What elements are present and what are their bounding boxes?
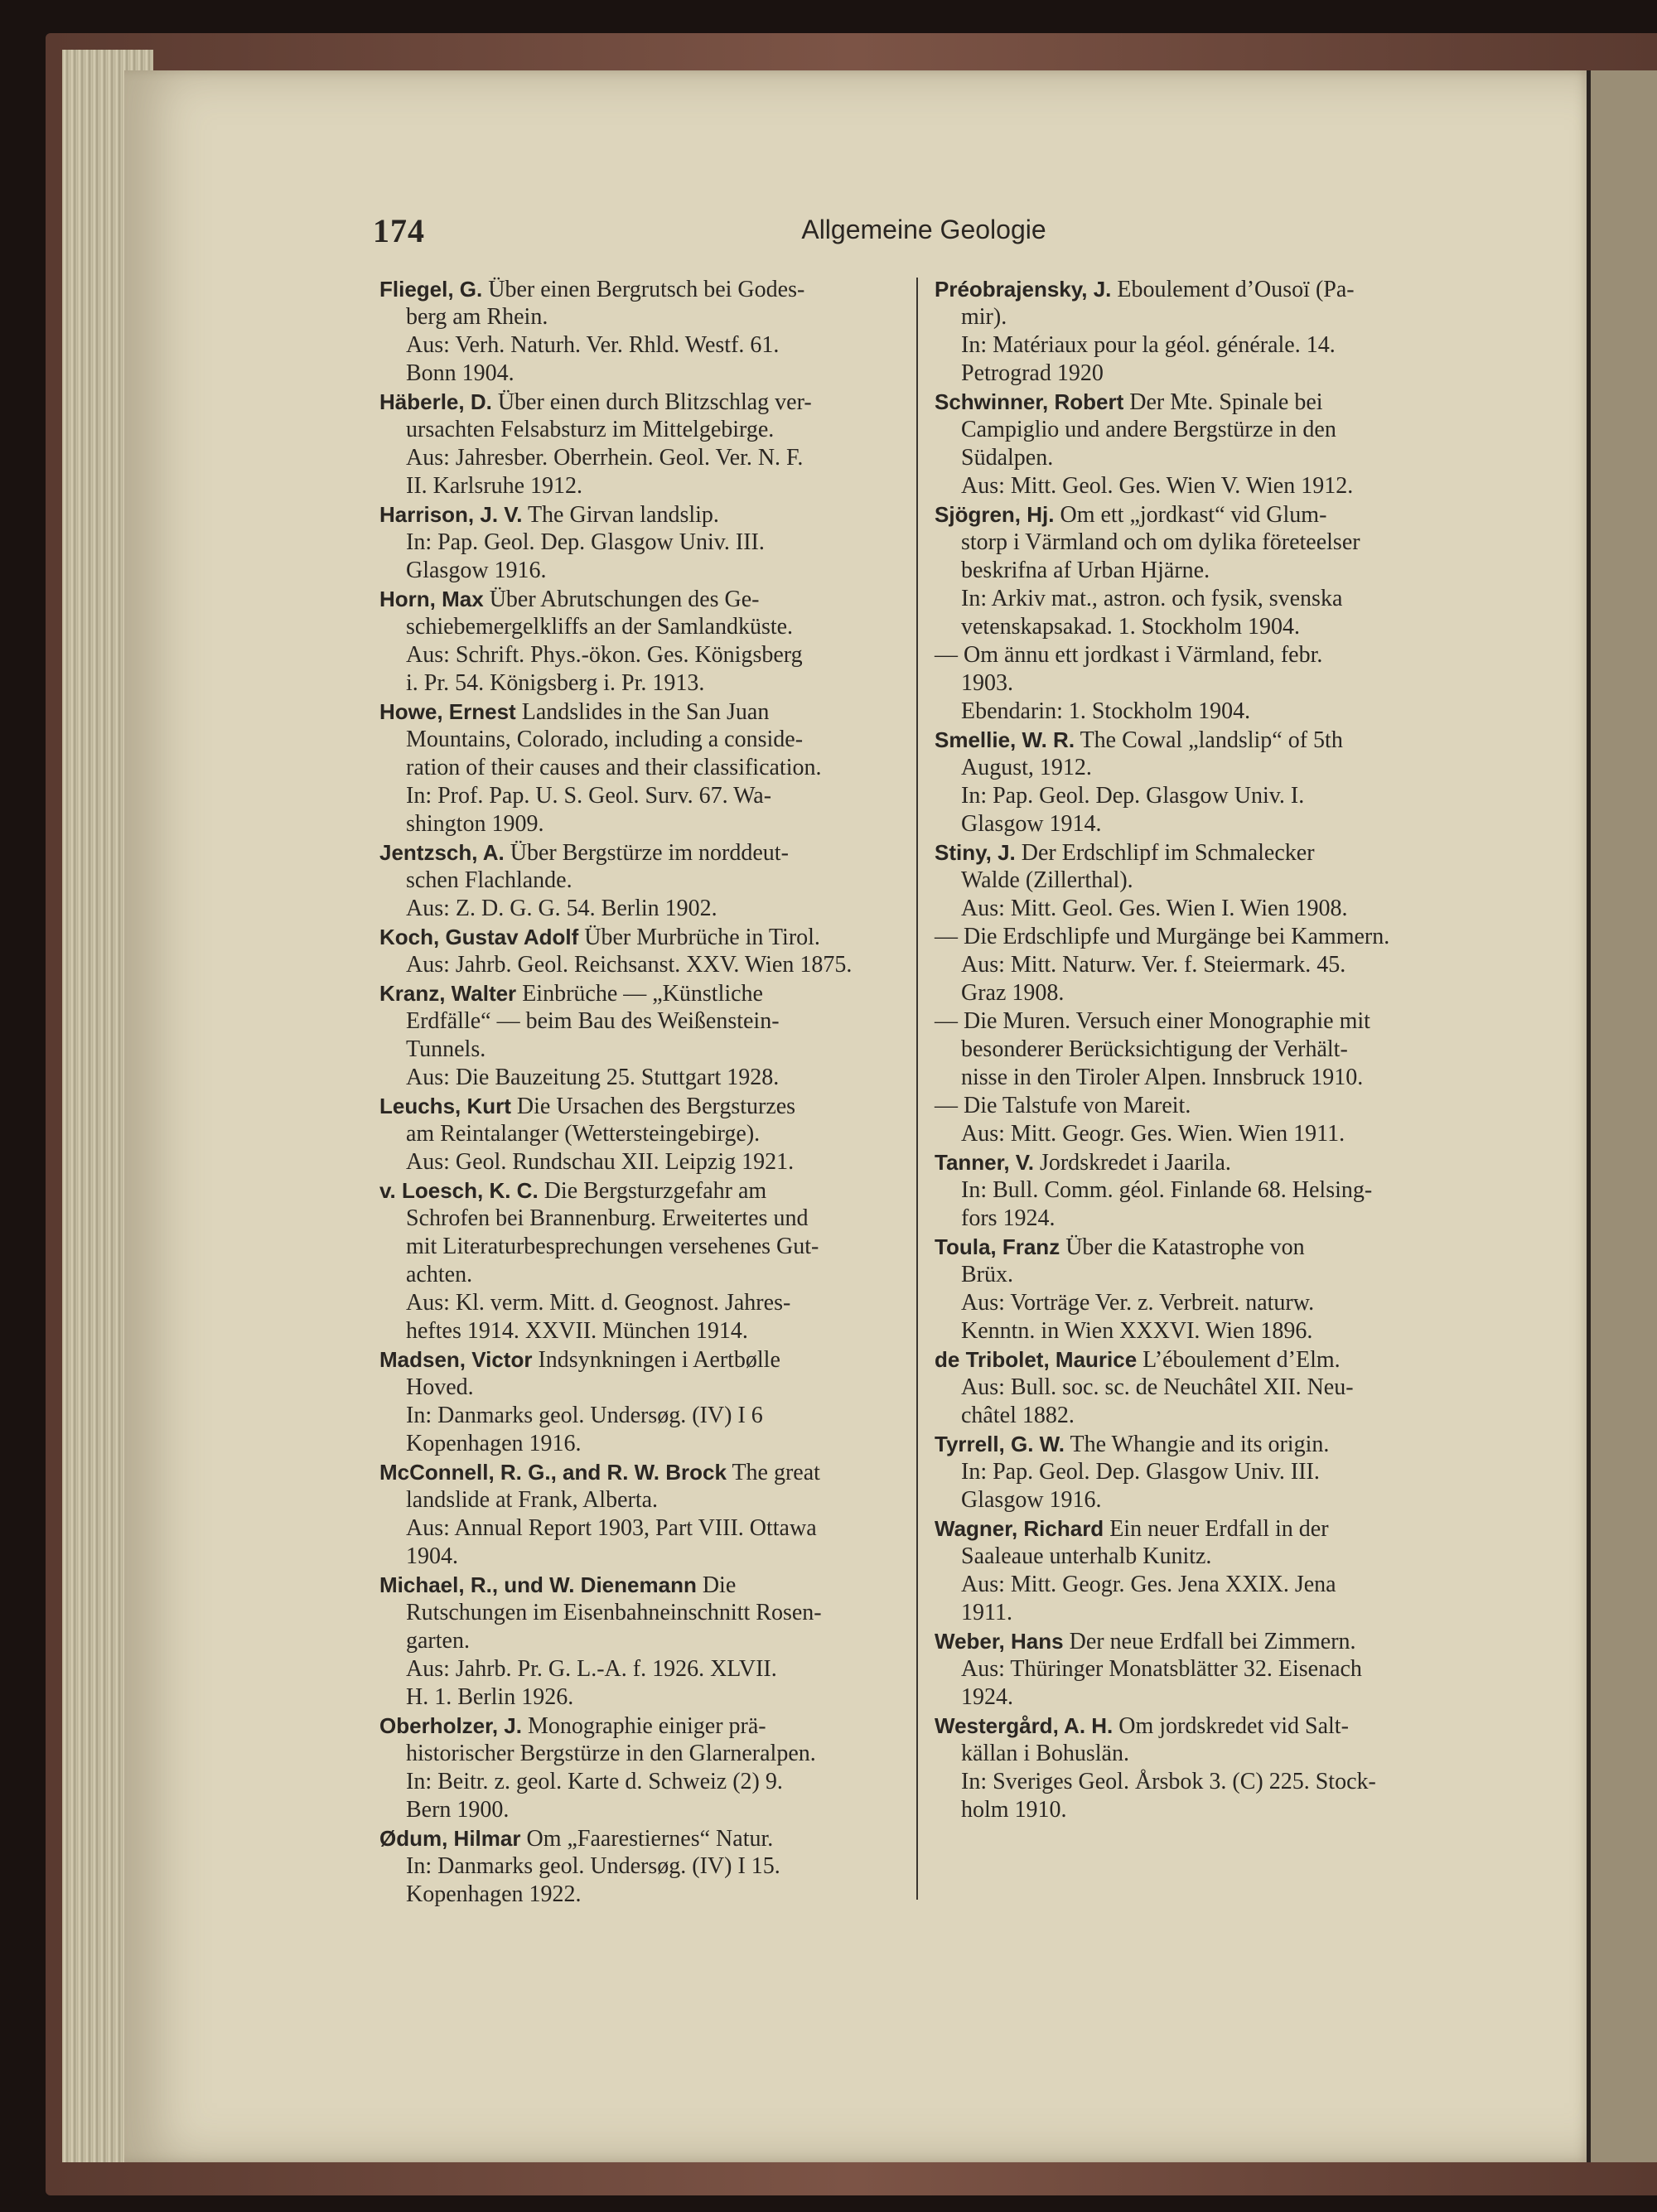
entry-text: — Om ännu ett jordkast i Värmland, febr. bbox=[935, 642, 1323, 668]
bibliography-entry bbox=[379, 388, 899, 500]
entry-continuation-line bbox=[379, 1036, 899, 1064]
entry-first-line bbox=[935, 1514, 1455, 1543]
entry-continuation-line bbox=[379, 1796, 899, 1824]
entry-first-line bbox=[379, 1712, 899, 1740]
entry-text: In: Danmarks geol. Undersøg. (IV) I 6 bbox=[406, 1403, 763, 1428]
entry-text: Monographie einiger prä- bbox=[527, 1713, 766, 1739]
entry-continuation-line bbox=[379, 867, 899, 895]
entry-continuation-line bbox=[379, 303, 899, 331]
entry-text: Ein neuer Erdfall in der bbox=[1109, 1516, 1329, 1542]
entry-first-line bbox=[935, 1430, 1455, 1458]
entry-first-line bbox=[379, 1345, 899, 1374]
entry-continuation-line bbox=[379, 416, 899, 444]
bibliography-entry bbox=[935, 1430, 1455, 1514]
entry-text: Die Ursachen des Bergsturzes bbox=[516, 1094, 796, 1119]
entry-author: Kranz, Walter bbox=[379, 981, 517, 1006]
entry-continuation-line bbox=[379, 782, 899, 810]
entry-text: Rutschungen im Eisenbahneinschnitt Rosen- bbox=[406, 1600, 822, 1625]
entry-first-line bbox=[935, 726, 1455, 754]
entry-continuation-line bbox=[935, 1120, 1455, 1148]
entry-continuation-line bbox=[379, 529, 899, 557]
entry-text: Über einen Bergrutsch bei Godes- bbox=[488, 277, 805, 302]
entry-continuation-line bbox=[379, 1007, 899, 1036]
entry-text: besonderer Berücksichtigung der Verhält- bbox=[961, 1036, 1348, 1062]
entry-text: nisse in den Tiroler Alpen. Innsbruck 1910. bbox=[961, 1065, 1364, 1090]
entry-author: McConnell, R. G., and R. W. Brock bbox=[379, 1460, 727, 1485]
entry-text: Saaleaue unterhalb Kunitz. bbox=[961, 1543, 1212, 1569]
entry-text: shington 1909. bbox=[406, 811, 544, 837]
entry-text: In: Arkiv mat., astron. och fysik, svenska bbox=[961, 586, 1343, 611]
entry-continuation-line bbox=[935, 1796, 1455, 1824]
entry-text: storp i Värmland och om dylika företeelser bbox=[961, 529, 1360, 555]
entry-text: Walde (Zillerthal). bbox=[961, 867, 1133, 893]
bibliography-entry bbox=[379, 1345, 899, 1458]
entry-text: The Whangie and its origin. bbox=[1070, 1432, 1330, 1457]
entry-text: In: Danmarks geol. Undersøg. (IV) I 15. bbox=[406, 1853, 780, 1879]
entry-author: Préobrajensky, J. bbox=[935, 277, 1112, 302]
entry-text: Bonn 1904. bbox=[406, 360, 514, 386]
bibliography-entry bbox=[935, 1007, 1455, 1092]
bibliography-entry bbox=[935, 1148, 1455, 1233]
entry-first-line bbox=[379, 585, 899, 613]
entry-continuation-line bbox=[379, 557, 899, 585]
bibliography-entry bbox=[935, 923, 1455, 1007]
entry-continuation-line bbox=[379, 1148, 899, 1176]
entry-first-line bbox=[935, 838, 1455, 867]
entry-text: Erdfälle“ — beim Bau des Weißenstein- bbox=[406, 1008, 780, 1034]
entry-text: Petrograd 1920 bbox=[961, 360, 1104, 386]
entry-author: Howe, Ernest bbox=[379, 699, 516, 724]
entry-text: landslide at Frank, Alberta. bbox=[406, 1487, 659, 1513]
entry-continuation-line bbox=[379, 1205, 899, 1233]
entry-continuation-line bbox=[935, 444, 1455, 472]
bibliography-entry bbox=[935, 838, 1455, 923]
entry-continuation-line bbox=[379, 360, 899, 388]
entry-text: Die Bergsturzgefahr am bbox=[543, 1178, 767, 1204]
bibliography-entry bbox=[935, 641, 1455, 726]
entry-text: am Reintalanger (Wettersteingebirge). bbox=[406, 1121, 761, 1147]
entry-continuation-line bbox=[379, 1261, 899, 1289]
entry-text: Glasgow 1916. bbox=[406, 558, 547, 583]
entry-first-line bbox=[379, 1571, 899, 1599]
entry-text: Aus: Die Bauzeitung 25. Stuttgart 1928. bbox=[406, 1065, 780, 1090]
entry-first-line bbox=[935, 1233, 1455, 1261]
entry-continuation-line bbox=[935, 331, 1455, 360]
entry-text: Aus: Thüringer Monatsblätter 32. Eisenach bbox=[961, 1656, 1362, 1682]
entry-text: Aus: Z. D. G. G. 54. Berlin 1902. bbox=[406, 896, 717, 921]
entry-author: Michael, R., und W. Dienemann bbox=[379, 1572, 697, 1597]
entry-text: In: Pap. Geol. Dep. Glasgow Univ. I. bbox=[961, 783, 1305, 809]
entry-first-line bbox=[379, 500, 899, 529]
entry-text: Schrofen bei Brannenburg. Erweitertes und bbox=[406, 1205, 809, 1231]
bibliography-entry bbox=[935, 500, 1455, 641]
entry-author: Sjögren, Hj. bbox=[935, 502, 1055, 527]
entry-author: de Tribolet, Maurice bbox=[935, 1347, 1138, 1372]
entry-continuation-line bbox=[379, 1374, 899, 1402]
bibliography-entry bbox=[379, 1824, 899, 1909]
entry-continuation-line bbox=[935, 782, 1455, 810]
entry-continuation-line bbox=[935, 1458, 1455, 1486]
page-header bbox=[373, 211, 1475, 261]
entry-text: 1903. bbox=[961, 670, 1013, 696]
entry-continuation-line bbox=[935, 1176, 1455, 1205]
bibliography-entry bbox=[379, 585, 899, 698]
entry-continuation-line bbox=[379, 613, 899, 641]
entry-author: Koch, Gustav Adolf bbox=[379, 925, 579, 949]
entry-text: Aus: Vorträge Ver. z. Verbreit. naturw. bbox=[961, 1290, 1315, 1316]
left-column bbox=[379, 275, 899, 1909]
entry-text: The Girvan landslip. bbox=[527, 502, 719, 528]
entry-text: châtel 1882. bbox=[961, 1403, 1075, 1428]
entry-first-line bbox=[379, 1092, 899, 1120]
entry-continuation-line bbox=[379, 951, 899, 979]
entry-text: Ebendarin: 1. Stockholm 1904. bbox=[961, 698, 1251, 724]
entry-text: ursachten Felsabsturz im Mittelgebirge. bbox=[406, 417, 775, 442]
entry-text: Om „Faarestiernes“ Natur. bbox=[526, 1826, 774, 1852]
entry-text: Aus: Schrift. Phys.-ökon. Ges. Königsberg bbox=[406, 642, 803, 668]
entry-continuation-line bbox=[935, 1683, 1455, 1712]
entry-text: Aus: Kl. verm. Mitt. d. Geognost. Jahres- bbox=[406, 1290, 791, 1316]
entry-text: Der Erdschlipf im Schmalecker bbox=[1021, 840, 1315, 866]
entry-text: Jordskredet i Jaarila. bbox=[1039, 1150, 1231, 1176]
entry-text: Aus: Jahresber. Oberrhein. Geol. Ver. N. F. bbox=[406, 445, 804, 471]
entry-first-line bbox=[935, 1092, 1455, 1120]
entry-text: Landslides in the San Juan bbox=[521, 699, 770, 725]
entry-text: Aus: Bull. soc. sc. de Neuchâtel XII. Neu- bbox=[961, 1374, 1354, 1400]
entry-continuation-line bbox=[935, 360, 1455, 388]
entry-text: Über Abrutschungen des Ge- bbox=[489, 587, 760, 612]
entry-text: 1911. bbox=[961, 1600, 1012, 1625]
entry-text: Aus: Geol. Rundschau XII. Leipzig 1921. bbox=[406, 1149, 795, 1175]
bibliography-entry bbox=[935, 1345, 1455, 1430]
entry-text: Aus: Mitt. Geol. Ges. Wien V. Wien 1912. bbox=[961, 473, 1354, 499]
entry-continuation-line bbox=[379, 1233, 899, 1261]
entry-continuation-line bbox=[935, 303, 1455, 331]
entry-first-line bbox=[379, 698, 899, 726]
bibliography-entry bbox=[379, 838, 899, 923]
entry-author: Schwinner, Robert bbox=[935, 389, 1124, 414]
entry-author: Häberle, D. bbox=[379, 389, 492, 414]
entry-continuation-line bbox=[379, 810, 899, 838]
entry-text: L’éboulement d’Elm. bbox=[1143, 1347, 1341, 1373]
entry-first-line bbox=[935, 1345, 1455, 1374]
entry-author: Tyrrell, G. W. bbox=[935, 1432, 1065, 1456]
entry-continuation-line bbox=[379, 1120, 899, 1148]
bibliography-entry bbox=[379, 500, 899, 585]
bibliography-entry bbox=[379, 698, 899, 838]
entry-text: vetenskapsakad. 1. Stockholm 1904. bbox=[961, 614, 1301, 640]
entry-text: Tunnels. bbox=[406, 1036, 486, 1062]
entry-first-line bbox=[935, 1712, 1455, 1740]
entry-continuation-line bbox=[935, 1036, 1455, 1064]
entry-text: Südalpen. bbox=[961, 445, 1054, 471]
entry-continuation-line bbox=[935, 1261, 1455, 1289]
entry-first-line bbox=[379, 838, 899, 867]
entry-text: mir). bbox=[961, 304, 1007, 330]
entry-continuation-line bbox=[935, 810, 1455, 838]
entry-first-line bbox=[935, 1627, 1455, 1655]
entry-first-line bbox=[379, 275, 899, 303]
entry-continuation-line bbox=[935, 1768, 1455, 1796]
entry-first-line bbox=[935, 275, 1455, 303]
entry-continuation-line bbox=[935, 585, 1455, 613]
facing-page-edge bbox=[1591, 70, 1657, 2162]
entry-first-line bbox=[379, 388, 899, 416]
entry-text: Graz 1908. bbox=[961, 980, 1065, 1006]
entry-author: Oberholzer, J. bbox=[379, 1713, 522, 1738]
entry-continuation-line bbox=[935, 754, 1455, 782]
entry-continuation-line bbox=[935, 669, 1455, 698]
entry-continuation-line bbox=[379, 1543, 899, 1571]
entry-text: heftes 1914. XXVII. München 1914. bbox=[406, 1318, 748, 1344]
entry-continuation-line bbox=[379, 1768, 899, 1796]
entry-text: schiebemergelkliffs an der Samlandküste. bbox=[406, 614, 794, 640]
entry-text: Aus: Annual Report 1903, Part VIII. Ottawa bbox=[406, 1515, 817, 1541]
entry-text: 1904. bbox=[406, 1543, 458, 1569]
entry-text: Om ett „jordkast“ vid Glum- bbox=[1060, 502, 1327, 528]
entry-text: In: Beitr. z. geol. Karte d. Schweiz (2) 9. bbox=[406, 1769, 783, 1794]
entry-text: mit Literaturbesprechungen versehenes Gut- bbox=[406, 1234, 819, 1259]
bibliography-entry bbox=[379, 275, 899, 388]
entry-continuation-line bbox=[935, 1571, 1455, 1599]
entry-text: In: Pap. Geol. Dep. Glasgow Univ. III. bbox=[406, 529, 765, 555]
entry-text: — Die Talstufe von Mareit. bbox=[935, 1093, 1191, 1118]
entry-text: Einbrüche — „Künstliche bbox=[522, 981, 763, 1007]
entry-continuation-line bbox=[935, 1317, 1455, 1345]
entry-continuation-line bbox=[379, 1430, 899, 1458]
entry-continuation-line bbox=[379, 754, 899, 782]
entry-text: Über einen durch Blitzschlag ver- bbox=[497, 389, 812, 415]
entry-continuation-line bbox=[935, 895, 1455, 923]
bibliography-entry bbox=[935, 1514, 1455, 1627]
entry-text: achten. bbox=[406, 1262, 473, 1287]
entry-text: Kopenhagen 1916. bbox=[406, 1431, 582, 1456]
entry-continuation-line bbox=[935, 1289, 1455, 1317]
page-number: 174 bbox=[373, 212, 425, 249]
entry-first-line bbox=[935, 923, 1455, 951]
entry-text: Hoved. bbox=[406, 1374, 474, 1400]
entry-continuation-line bbox=[379, 1289, 899, 1317]
entry-continuation-line bbox=[379, 1683, 899, 1712]
entry-continuation-line bbox=[935, 1205, 1455, 1233]
entry-first-line bbox=[935, 500, 1455, 529]
entry-text: Glasgow 1914. bbox=[961, 811, 1102, 837]
entry-text: H. 1. Berlin 1926. bbox=[406, 1684, 574, 1710]
entry-author: v. Loesch, K. C. bbox=[379, 1178, 539, 1203]
entry-text: Aus: Mitt. Naturw. Ver. f. Steiermark. 45. bbox=[961, 952, 1346, 978]
entry-continuation-line bbox=[379, 1514, 899, 1543]
entry-first-line bbox=[935, 1148, 1455, 1176]
entry-text: i. Pr. 54. Königsberg i. Pr. 1913. bbox=[406, 670, 705, 696]
entry-text: In: Matériaux pour la géol. générale. 14. bbox=[961, 332, 1336, 358]
entry-continuation-line bbox=[935, 1599, 1455, 1627]
entry-text: Aus: Verh. Naturh. Ver. Rhld. Westf. 61. bbox=[406, 332, 780, 358]
entry-continuation-line bbox=[379, 1486, 899, 1514]
entry-continuation-line bbox=[935, 1374, 1455, 1402]
entry-text: berg am Rhein. bbox=[406, 304, 548, 330]
entry-continuation-line bbox=[379, 669, 899, 698]
entry-text: Bern 1900. bbox=[406, 1797, 510, 1823]
entry-first-line bbox=[379, 1824, 899, 1852]
entry-text: Aus: Mitt. Geol. Ges. Wien I. Wien 1908. bbox=[961, 896, 1348, 921]
entry-text: — Die Erdschlipfe und Murgänge bei Kammern. bbox=[935, 924, 1390, 949]
entry-text: Aus: Mitt. Geogr. Ges. Wien. Wien 1911. bbox=[961, 1121, 1345, 1147]
bibliography-entry bbox=[379, 1571, 899, 1712]
entry-text: Om jordskredet vid Salt- bbox=[1118, 1713, 1349, 1739]
entry-author: Weber, Hans bbox=[935, 1629, 1064, 1654]
entry-continuation-line bbox=[379, 1317, 899, 1345]
entry-continuation-line bbox=[935, 416, 1455, 444]
entry-continuation-line bbox=[935, 613, 1455, 641]
entry-text: Campiglio und andere Bergstürze in den bbox=[961, 417, 1336, 442]
right-column bbox=[935, 275, 1455, 1824]
entry-text: In: Sveriges Geol. Årsbok 3. (C) 225. Stock- bbox=[961, 1769, 1376, 1794]
bibliography-entry bbox=[935, 275, 1455, 388]
entry-text: Der neue Erdfall bei Zimmern. bbox=[1069, 1629, 1356, 1654]
entry-author: Fliegel, G. bbox=[379, 277, 483, 302]
entry-text: garten. bbox=[406, 1628, 470, 1654]
entry-first-line bbox=[379, 923, 899, 951]
entry-text: The Cowal „landslip“ of 5th bbox=[1080, 727, 1343, 753]
entry-text: Über die Katastrophe von bbox=[1065, 1234, 1305, 1260]
entry-continuation-line bbox=[935, 529, 1455, 557]
entry-continuation-line bbox=[379, 641, 899, 669]
entry-text: In: Prof. Pap. U. S. Geol. Surv. 67. Wa- bbox=[406, 783, 772, 809]
entry-author: Westergård, A. H. bbox=[935, 1713, 1114, 1738]
entry-continuation-line bbox=[935, 951, 1455, 979]
entry-text: Die bbox=[702, 1572, 737, 1598]
entry-text: Brüx. bbox=[961, 1262, 1013, 1287]
bibliography-entry bbox=[935, 726, 1455, 838]
bibliography-entry bbox=[935, 1627, 1455, 1712]
entry-text: Über Bergstürze im norddeut- bbox=[510, 840, 789, 866]
entry-text: Eboulement d’Ousoï (Pa- bbox=[1117, 277, 1355, 302]
entry-first-line bbox=[379, 979, 899, 1007]
entry-text: — Die Muren. Versuch einer Monographie mit bbox=[935, 1008, 1370, 1034]
entry-text: Kopenhagen 1922. bbox=[406, 1881, 582, 1907]
entry-author: Ødum, Hilmar bbox=[379, 1826, 521, 1851]
bibliography-entry bbox=[379, 923, 899, 979]
entry-continuation-line bbox=[379, 472, 899, 500]
entry-author: Toula, Franz bbox=[935, 1234, 1060, 1259]
entry-author: Madsen, Victor bbox=[379, 1347, 533, 1372]
entry-text: beskrifna af Urban Hjärne. bbox=[961, 558, 1210, 583]
entry-continuation-line bbox=[935, 1486, 1455, 1514]
entry-text: In: Pap. Geol. Dep. Glasgow Univ. III. bbox=[961, 1459, 1320, 1485]
entry-text: Mountains, Colorado, including a conside- bbox=[406, 727, 804, 752]
entry-text: historischer Bergstürze in den Glarneralpen. bbox=[406, 1741, 816, 1766]
entry-text: The great bbox=[732, 1460, 820, 1485]
entry-continuation-line bbox=[935, 1543, 1455, 1571]
entry-text: II. Karlsruhe 1912. bbox=[406, 473, 583, 499]
bibliography-entry bbox=[935, 1233, 1455, 1345]
entry-first-line bbox=[935, 1007, 1455, 1036]
entry-continuation-line bbox=[379, 1881, 899, 1909]
entry-continuation-line bbox=[935, 698, 1455, 726]
entry-continuation-line bbox=[379, 1402, 899, 1430]
entry-text: fors 1924. bbox=[961, 1205, 1056, 1231]
entry-text: Indsynkningen i Aertbølle bbox=[538, 1347, 780, 1373]
running-title: Allgemeine Geologie bbox=[801, 215, 1046, 244]
entry-continuation-line bbox=[379, 331, 899, 360]
entry-continuation-line bbox=[379, 1064, 899, 1092]
entry-text: Aus: Jahrb. Pr. G. L.-A. f. 1926. XLVII. bbox=[406, 1656, 777, 1682]
entry-first-line bbox=[935, 641, 1455, 669]
entry-author: Harrison, J. V. bbox=[379, 502, 523, 527]
entry-text: August, 1912. bbox=[961, 755, 1092, 780]
entry-continuation-line bbox=[935, 1402, 1455, 1430]
entry-text: holm 1910. bbox=[961, 1797, 1067, 1823]
entry-continuation-line bbox=[379, 444, 899, 472]
entry-text: Über Murbrüche in Tirol. bbox=[584, 925, 820, 950]
entry-continuation-line bbox=[379, 1655, 899, 1683]
entry-continuation-line bbox=[935, 867, 1455, 895]
entry-continuation-line bbox=[935, 1740, 1455, 1768]
column-divider bbox=[916, 278, 918, 1900]
entry-text: källan i Bohuslän. bbox=[961, 1741, 1129, 1766]
bibliography-entry bbox=[935, 388, 1455, 500]
entry-continuation-line bbox=[379, 1852, 899, 1881]
entry-continuation-line bbox=[379, 1599, 899, 1627]
entry-first-line bbox=[935, 388, 1455, 416]
bibliography-entry bbox=[379, 1458, 899, 1571]
entry-text: Kenntn. in Wien XXXVI. Wien 1896. bbox=[961, 1318, 1313, 1344]
entry-author: Horn, Max bbox=[379, 587, 484, 611]
entry-continuation-line bbox=[935, 979, 1455, 1007]
entry-author: Jentzsch, A. bbox=[379, 840, 505, 865]
entry-first-line bbox=[379, 1458, 899, 1486]
entry-continuation-line bbox=[935, 1655, 1455, 1683]
entry-author: Smellie, W. R. bbox=[935, 727, 1075, 752]
entry-text: Glasgow 1916. bbox=[961, 1487, 1102, 1513]
bibliography-entry bbox=[935, 1712, 1455, 1824]
bibliography-entry bbox=[379, 1092, 899, 1176]
entry-continuation-line bbox=[379, 895, 899, 923]
entry-continuation-line bbox=[935, 472, 1455, 500]
entry-continuation-line bbox=[379, 1627, 899, 1655]
entry-author: Stiny, J. bbox=[935, 840, 1016, 865]
bibliography-entry bbox=[379, 1712, 899, 1824]
entry-text: Aus: Jahrb. Geol. Reichsanst. XXV. Wien 1875. bbox=[406, 952, 853, 978]
entry-text: Der Mte. Spinale bei bbox=[1129, 389, 1323, 415]
entry-author: Leuchs, Kurt bbox=[379, 1094, 511, 1118]
entry-continuation-line bbox=[935, 557, 1455, 585]
entry-first-line bbox=[379, 1176, 899, 1205]
entry-text: schen Flachlande. bbox=[406, 867, 572, 893]
bibliography-entry bbox=[379, 979, 899, 1092]
entry-author: Tanner, V. bbox=[935, 1150, 1034, 1175]
entry-continuation-line bbox=[379, 1740, 899, 1768]
entry-continuation-line bbox=[935, 1064, 1455, 1092]
bibliography-entry bbox=[379, 1176, 899, 1345]
entry-author: Wagner, Richard bbox=[935, 1516, 1104, 1541]
entry-text: 1924. bbox=[961, 1684, 1013, 1710]
entry-text: In: Bull. Comm. géol. Finlande 68. Helsing- bbox=[961, 1177, 1373, 1203]
entry-continuation-line bbox=[379, 726, 899, 754]
entry-text: ration of their causes and their classification. bbox=[406, 755, 822, 780]
bibliography-entry bbox=[935, 1092, 1455, 1148]
entry-text: Aus: Mitt. Geogr. Ges. Jena XXIX. Jena bbox=[961, 1572, 1336, 1597]
